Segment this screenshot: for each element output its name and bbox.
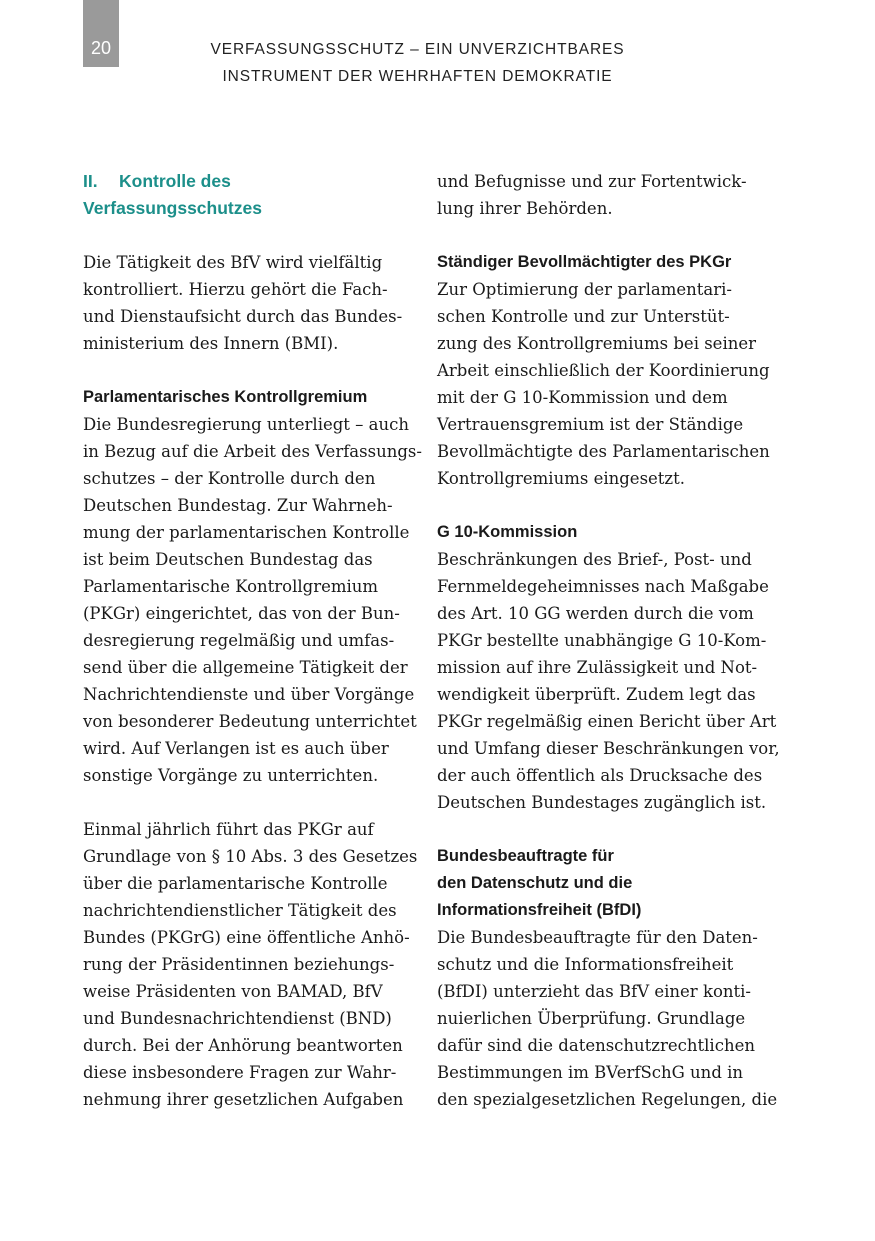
text-line: mission auf ihre Zulässigkeit und Not- (437, 658, 758, 677)
standing-section (437, 249, 770, 492)
running-header-line: INSTRUMENT DER WEHRHAFTEN DEMOKRATIE (222, 68, 613, 85)
running-header (180, 36, 655, 90)
g10-section (437, 519, 780, 816)
text-line: mit der G 10-Kommission und dem (437, 388, 728, 407)
text-line: Arbeit einschließlich der Koordinierung (437, 361, 770, 380)
bfdi-heading-line: Informationsfreiheit (BfDI) (437, 901, 642, 919)
text-line: Beschränkungen des Brief-, Post- und (437, 550, 752, 569)
text-line: sonstige Vorgänge zu unterrichten. (83, 766, 379, 785)
section-title-line: Verfassungsschutzes (83, 198, 262, 218)
text-line: send über die allgemeine Tätigkeit der (83, 658, 408, 677)
text-line: Die Bundesbeauftragte für den Daten- (437, 928, 758, 947)
text-line: dafür sind die datenschutzrechtlichen (437, 1036, 755, 1055)
text-line: in Bezug auf die Arbeit des Verfassungs- (83, 442, 422, 461)
text-line: Bundes (PKGrG) eine öffentliche Anhö- (83, 928, 410, 947)
g10-heading: G 10-Kommission (437, 523, 578, 541)
text-line: wendigkeit überprüft. Zudem legt das (437, 685, 756, 704)
text-line: Deutschen Bundestag. Zur Wahrneh- (83, 496, 393, 515)
text-line: Einmal jährlich führt das PKGr auf (83, 820, 374, 839)
text-line: weise Präsidenten von BAMAD, BfV (83, 982, 383, 1001)
text-line: schen Kontrolle und zur Unterstüt- (437, 307, 730, 326)
page-number-text: 20 (90, 38, 112, 58)
text-line: durch. Bei der Anhörung beantworten (83, 1036, 403, 1055)
text-line: und Umfang dieser Beschränkungen vor, (437, 739, 780, 758)
text-line: Parlamentarische Kontrollgremium (83, 577, 379, 596)
left-column (83, 168, 422, 1113)
text-line: ist beim Deutschen Bundestag das (83, 550, 373, 569)
text-line: Zur Optimierung der parlamentari- (437, 280, 732, 299)
text-line: den spezialgesetzlichen Regelungen, die (437, 1090, 778, 1109)
text-line: Nachrichtendienste und über Vorgänge (83, 685, 415, 704)
continuation-paragraph (437, 168, 767, 222)
text-line: Fernmeldegeheimnisses nach Maßgabe (437, 577, 769, 596)
bfdi-section (437, 843, 778, 1113)
text-line: und Bundesnachrichtendienst (BND) (83, 1009, 392, 1028)
text-line: diese insbesondere Fragen zur Wahr- (83, 1063, 397, 1082)
section-heading-line (83, 168, 413, 195)
text-line: lung ihrer Behörden. (437, 199, 613, 218)
text-line: nehmung ihrer gesetzlichen Aufgaben (83, 1090, 404, 1109)
bfdi-heading-line: Bundesbeauftragte für (437, 847, 614, 865)
text-line: schutzes – der Kontrolle durch den (83, 469, 376, 488)
bfdi-heading-line: den Datenschutz und die (437, 874, 633, 892)
text-line: Die Tätigkeit des BfV wird vielfältig (83, 253, 383, 272)
right-column (437, 168, 780, 1113)
text-line: Bestimmungen im BVerfSchG und in (437, 1063, 744, 1082)
section-number: II. (83, 171, 98, 191)
text-line: (BfDI) unterzieht das BfV einer konti- (437, 982, 751, 1001)
intro-paragraph (83, 249, 413, 357)
text-line: über die parlamentarische Kontrolle (83, 874, 388, 893)
text-line: nachrichtendienstlicher Tätigkeit des (83, 901, 397, 920)
text-line: zung des Kontrollgremiums bei seiner (437, 334, 757, 353)
text-line: von besonderer Bedeutung unterrichtet (83, 712, 417, 731)
text-line: Vertrauensgremium ist der Ständige (437, 415, 744, 434)
text-line: Deutschen Bundestages zugänglich ist. (437, 793, 767, 812)
hearing-paragraph (83, 816, 418, 1113)
text-line: kontrolliert. Hierzu gehört die Fach- (83, 280, 388, 299)
text-line: schutz und die Informationsfreiheit (437, 955, 734, 974)
text-line: wird. Auf Verlangen ist es auch über (83, 739, 389, 758)
text-line: des Art. 10 GG werden durch die vom (437, 604, 754, 623)
text-line: Die Bundesregierung unterliegt – auch (83, 415, 410, 434)
text-line: PKGr bestellte unabhängige G 10-Kom- (437, 631, 767, 650)
section-title-line: Kontrolle des (119, 171, 231, 191)
pkgr-heading: Parlamentarisches Kontrollgremium (83, 388, 368, 406)
text-line: Bevollmächtigte des Parlamentarischen (437, 442, 770, 461)
standing-heading: Ständiger Bevollmächtigter des PKGr (437, 253, 732, 271)
page-number (83, 0, 119, 67)
text-line: der auch öffentlich als Drucksache des (437, 766, 763, 785)
text-line: Grundlage von § 10 Abs. 3 des Gesetzes (83, 847, 418, 866)
text-line: rung der Präsidentinnen beziehungs- (83, 955, 395, 974)
text-line: (PKGr) eingerichtet, das von der Bun- (83, 604, 400, 623)
text-line: ministerium des Innern (BMI). (83, 334, 339, 353)
text-line: nuierlichen Überprüfung. Grundlage (437, 1009, 746, 1028)
text-line: und Befugnisse und zur Fortentwick- (437, 172, 747, 191)
text-line: desregierung regelmäßig und umfas- (83, 631, 395, 650)
running-header-line: VERFASSUNGSSCHUTZ – EIN UNVERZICHTBARES (210, 41, 625, 58)
pkgr-section (83, 384, 422, 789)
text-line: PKGr regelmäßig einen Bericht über Art (437, 712, 777, 731)
text-line: und Dienstaufsicht durch das Bundes- (83, 307, 403, 326)
text-line: Kontrollgremiums eingesetzt. (437, 469, 685, 488)
text-line: mung der parlamentarischen Kontrolle (83, 523, 410, 542)
section-heading (83, 168, 413, 222)
